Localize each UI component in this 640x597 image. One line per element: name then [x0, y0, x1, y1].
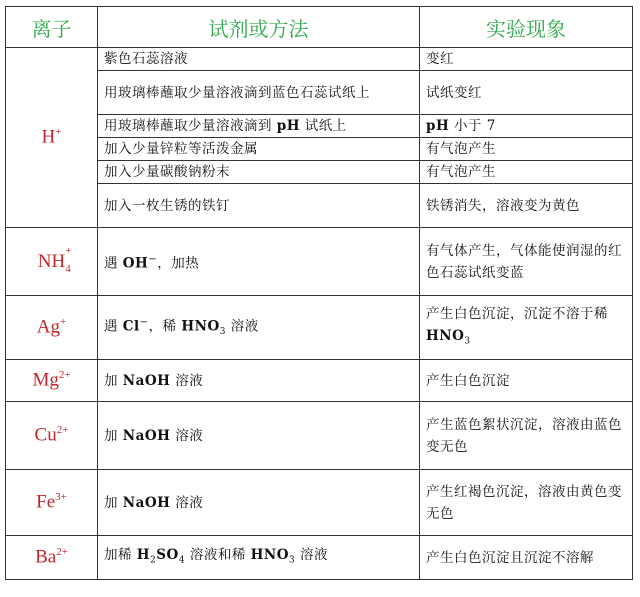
reagent-charge: − [139, 316, 149, 328]
reagent-text: 溶液 [170, 494, 204, 511]
ion-symbol-wrap [37, 244, 72, 275]
reagent-formula: NaOH [122, 494, 171, 511]
reagent-cell [98, 402, 420, 470]
ion-test-table-page [5, 6, 632, 590]
table-row [6, 71, 633, 115]
header-reagent: 试剂或方法 [98, 7, 420, 48]
table-row [6, 228, 633, 296]
reagent-cell: 加入一枚生锈的铁钉 [98, 184, 420, 228]
reagent-formula: HNO [181, 318, 220, 335]
ion-charge: + [65, 244, 72, 257]
reagent-formula: NaOH [122, 427, 171, 444]
reagent-cell: 加入少量碳酸钠粉末 [98, 161, 420, 184]
reagent-formula: H [136, 546, 151, 563]
phenomenon-cell [420, 115, 633, 138]
ion-nh4 [6, 228, 98, 296]
table-row [6, 184, 633, 228]
phenomenon-cell: 变红 [420, 48, 633, 71]
phenomenon-cell: 有气泡产生 [420, 161, 633, 184]
table-row [6, 470, 633, 536]
table-row [6, 161, 633, 184]
reagent-text: 溶液 [225, 318, 259, 335]
reagent-subscript: 3 [219, 327, 226, 338]
reagent-text: ，稀 [148, 318, 182, 335]
ion-fe [6, 470, 98, 536]
ion-cu [6, 402, 98, 470]
phenomenon-cell: 产生白色沉淀 [420, 360, 633, 402]
reagent-text: 用玻璃棒蘸取少量溶液滴到 [104, 118, 277, 134]
reagent-text: 溶液和稀 [185, 546, 251, 563]
reagent-text: 溶液 [170, 372, 204, 389]
reagent-text: 溶液 [295, 546, 329, 563]
reagent-cell [98, 360, 420, 402]
reagent-formula: HNO [250, 546, 289, 563]
phenomenon-cell: 有气体产生，气体能使润湿的红色石蕊试纸变蓝 [420, 228, 633, 296]
reagent-subscript: 2 [150, 555, 157, 566]
reagent-cell: 用玻璃棒蘸取少量溶液滴到蓝色石蕊试纸上 [98, 71, 420, 115]
table-row [6, 138, 633, 161]
reagent-subscript: 4 [178, 555, 186, 566]
reagent-cell [98, 115, 420, 138]
phenomenon-text: 产生白色沉淀，沉淀不溶于稀 [426, 305, 608, 322]
phenomenon-cell: 产生白色沉淀且沉淀不溶解 [420, 536, 633, 580]
ion-h [6, 48, 98, 228]
ion-symbol: Cu [34, 424, 57, 446]
reagent-formula: OH [122, 255, 149, 272]
header-ion: 离子 [6, 7, 98, 48]
phenomenon-cell: 铁锈消失，溶液变为黄色 [420, 184, 633, 228]
reagent-text: 遇 [104, 318, 123, 335]
ion-test-table [5, 6, 633, 580]
ion-symbol: H [41, 126, 56, 148]
reagent-text: 加 [104, 427, 123, 444]
phenomenon-cell: 产生红褐色沉淀，溶液由黄色变无色 [420, 470, 633, 536]
table-row [6, 402, 633, 470]
reagent-cell [98, 536, 420, 580]
phenomenon-text: 小于 7 [449, 118, 496, 134]
reagent-text: ，加热 [157, 255, 200, 272]
ion-charge: 2+ [56, 546, 68, 559]
header-phenomenon: 实验现象 [420, 7, 633, 48]
reagent-text: 试纸上 [300, 118, 347, 134]
ion-charge: 3+ [55, 491, 67, 504]
table-row [6, 360, 633, 402]
reagent-cell: 加入少量锌粒等活泼金属 [98, 138, 420, 161]
ion-mg [6, 360, 98, 402]
ion-symbol: Mg [32, 369, 59, 391]
ion-symbol: Ba [35, 546, 57, 568]
reagent-cell [98, 470, 420, 536]
reagent-charge: − [148, 253, 158, 265]
phenomenon-cell: 产生蓝色絮状沉淀，溶液由蓝色变无色 [420, 402, 633, 470]
phenomenon-subscript: 3 [464, 336, 471, 347]
reagent-formula: NaOH [122, 372, 171, 389]
reagent-text: 遇 [104, 255, 123, 272]
table-row [6, 48, 633, 71]
table-row [6, 115, 633, 138]
table-row [6, 296, 633, 360]
reagent-subscript: 3 [289, 555, 296, 566]
ion-ba [6, 536, 98, 580]
reagent-cell [98, 228, 420, 296]
reagent-formula: Cl [122, 318, 140, 335]
phenomenon-formula: HNO [426, 327, 465, 344]
ion-symbol: Ag [36, 316, 60, 338]
table-row [6, 536, 633, 580]
reagent-formula: pH [276, 118, 300, 134]
ion-ag [6, 296, 98, 360]
ion-charge: + [55, 126, 62, 139]
ion-symbol: NH [37, 250, 66, 272]
phenomenon-cell: 试纸变红 [420, 71, 633, 115]
ion-charge: 2+ [58, 369, 71, 382]
ion-charge: 2+ [56, 424, 69, 437]
phenomenon-cell [420, 296, 633, 360]
ion-charge: + [60, 316, 67, 329]
phenomenon-formula: pH [426, 118, 450, 134]
reagent-cell [98, 296, 420, 360]
reagent-cell: 紫色石蕊溶液 [98, 48, 420, 71]
reagent-text: 溶液 [170, 427, 204, 444]
header-row [6, 7, 633, 48]
reagent-formula: SO [156, 546, 179, 563]
reagent-text: 加 [104, 494, 123, 511]
reagent-text: 加 [104, 372, 123, 389]
reagent-text: 加稀 [104, 546, 137, 563]
ion-symbol: Fe [36, 491, 56, 513]
ion-subscript: 4 [65, 262, 71, 275]
phenomenon-cell: 有气泡产生 [420, 138, 633, 161]
